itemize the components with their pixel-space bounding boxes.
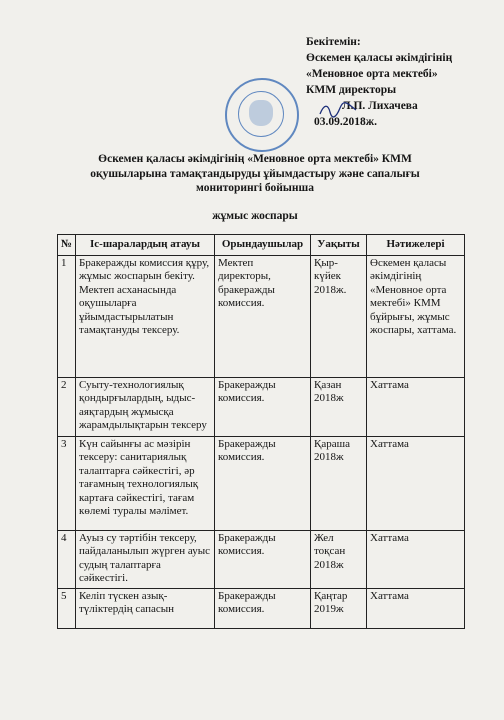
approval-school-line: «Меновное орта мектебі»: [306, 68, 438, 80]
document-subtitle: жұмыс жоспары: [212, 210, 298, 222]
table-row: [58, 530, 465, 588]
table-row: [58, 377, 465, 436]
cell-result: Хаттама: [367, 436, 465, 530]
cell-name: Күн сайынғы ас мәзірін тексеру: санитариялық талаптарға сәйкестігі, әр тағамның технологиялық картаға сәйкестігі, тағам көлемі туралы мәлімет.: [76, 436, 215, 530]
cell-date: Қазан 2018ж: [311, 377, 367, 436]
approval-heading: Бекітемін:: [306, 36, 361, 48]
cell-date: Қыр-күйек 2018ж.: [311, 255, 367, 377]
title-line-3: мониторингі бойынша: [196, 182, 314, 194]
title-line-1: Өскемен қаласы әкімдігінің «Меновное орта мектебі» КММ: [98, 153, 412, 165]
cell-result: Хаттама: [367, 530, 465, 588]
seal-emblem: [249, 100, 273, 126]
approval-position-line: КММ директоры: [306, 84, 397, 96]
cell-responsible: Бракеражды комиссия.: [215, 530, 311, 588]
cell-responsible: Мектеп директоры, бракеражды комиссия.: [215, 255, 311, 377]
cell-name: Ауыз су тәртібін тексеру, пайдаланылып жүрген ауыс судың талаптарға сәйкестігі.: [76, 530, 215, 588]
official-seal: [225, 78, 299, 152]
approval-date: 03.09.2018ж.: [314, 116, 377, 128]
cell-num: 5: [58, 588, 76, 628]
handwritten-signature: [318, 100, 358, 120]
cell-name: Келіп түскен азық-түліктердің сапасын: [76, 588, 215, 628]
cell-num: 1: [58, 255, 76, 377]
header-date: Уақыты: [311, 235, 367, 256]
cell-result: Хаттама: [367, 377, 465, 436]
cell-result: Өскемен қаласы әкімдігінің «Меновное орта мектебі» КММ бұйрығы, жұмыс жоспары, хаттама.: [367, 255, 465, 377]
cell-responsible: Бракеражды комиссия.: [215, 377, 311, 436]
document-title: [40, 152, 470, 196]
table-row: [58, 436, 465, 530]
table-header-row: [58, 235, 465, 256]
cell-num: 4: [58, 530, 76, 588]
approval-org-line: Өскемен қаласы әкімдігінің: [306, 52, 453, 64]
work-plan-table: [57, 234, 465, 629]
cell-date: Жел тоқсан 2018ж: [311, 530, 367, 588]
cell-responsible: Бракеражды комиссия.: [215, 588, 311, 628]
cell-name: Суыту-технологиялық қондырғылардың, ыдыс-аяқтардың жұмысқа жарамдылықтарын тексеру: [76, 377, 215, 436]
table-row: [58, 255, 465, 377]
cell-responsible: Бракеражды комиссия.: [215, 436, 311, 530]
cell-num: 2: [58, 377, 76, 436]
cell-num: 3: [58, 436, 76, 530]
header-num: №: [58, 235, 76, 256]
header-name: Іс-шаралардың атауы: [76, 235, 215, 256]
signer-name: Л.П. Лихачева: [342, 100, 418, 112]
header-responsible: Орындаушылар: [215, 235, 311, 256]
cell-result: Хаттама: [367, 588, 465, 628]
header-result: Нәтижелері: [367, 235, 465, 256]
cell-name: Бракеражды комиссия құру, жұмыс жоспарын бекіту. Мектеп асханасында оқушыларға ұйымдастырылатын тамақтануды тексеру.: [76, 255, 215, 377]
table-row: [58, 588, 465, 628]
title-line-2: оқушыларына тамақтандыруды ұйымдастыру және сапалығы: [90, 167, 420, 180]
cell-date: Қараша 2018ж: [311, 436, 367, 530]
cell-date: Қаңтар 2019ж: [311, 588, 367, 628]
